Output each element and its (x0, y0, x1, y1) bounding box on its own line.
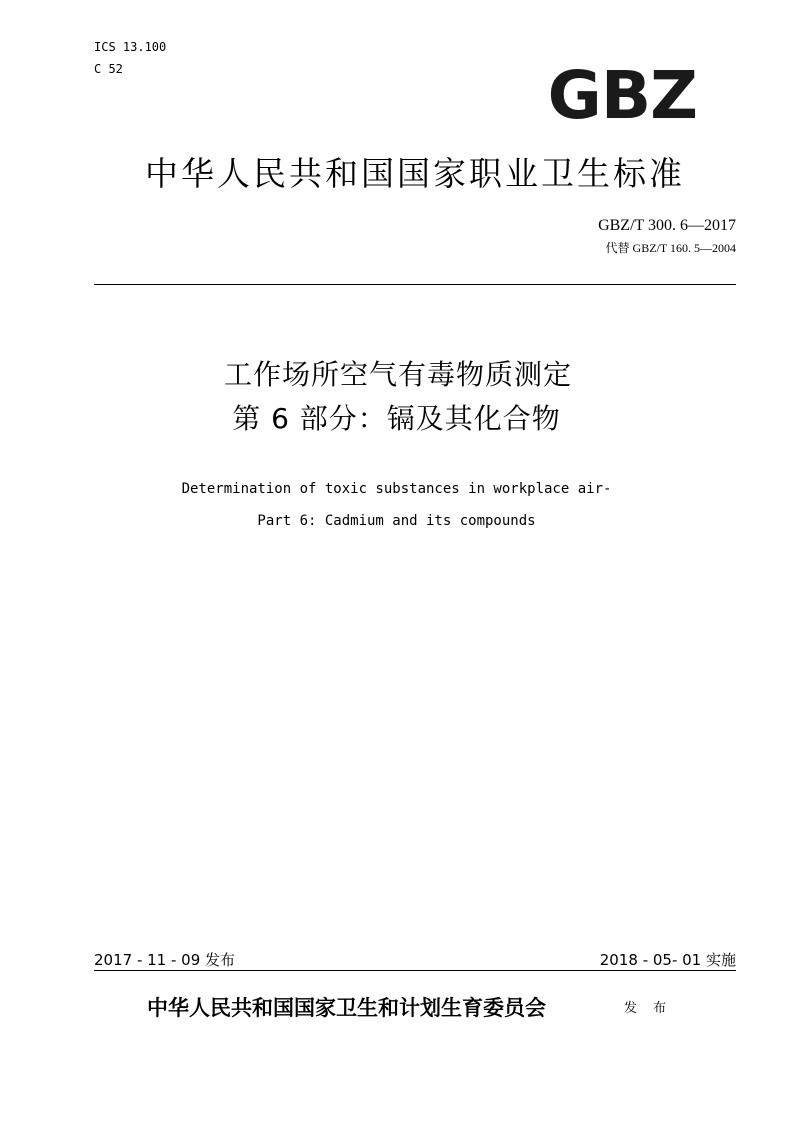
ics-code: ICS 13.100 (94, 40, 167, 54)
publish-label: 发 布 (624, 1001, 673, 1016)
en-title-line1: Determination of toxic substances in workplace air- (181, 481, 612, 497)
implementation-date: 2018 - 05- 01 实施 (599, 951, 736, 969)
bottom-divider (94, 970, 736, 971)
issuing-authority: 中华人民共和国国家卫生和计划生育委员会 (147, 995, 546, 1020)
cn-title-line1: 工作场所空气有毒物质测定 (223, 358, 572, 391)
standard-number: GBZ/T 300. 6—2017 (598, 217, 736, 234)
cn-title-line2: 第 6 部分：镉及其化合物 (232, 402, 561, 435)
ccs-code: C 52 (94, 62, 123, 76)
gbz-logo: GBZ (547, 57, 697, 134)
standard-category-title: 中华人民共和国国家职业卫生标准 (145, 154, 685, 193)
top-divider (94, 284, 736, 285)
en-title-line2: Part 6: Cadmium and its compounds (257, 513, 536, 529)
replaces-standard: 代替 GBZ/T 160. 5—2004 (605, 241, 736, 255)
issue-date: 2017 - 11 - 09 发布 (94, 951, 236, 969)
